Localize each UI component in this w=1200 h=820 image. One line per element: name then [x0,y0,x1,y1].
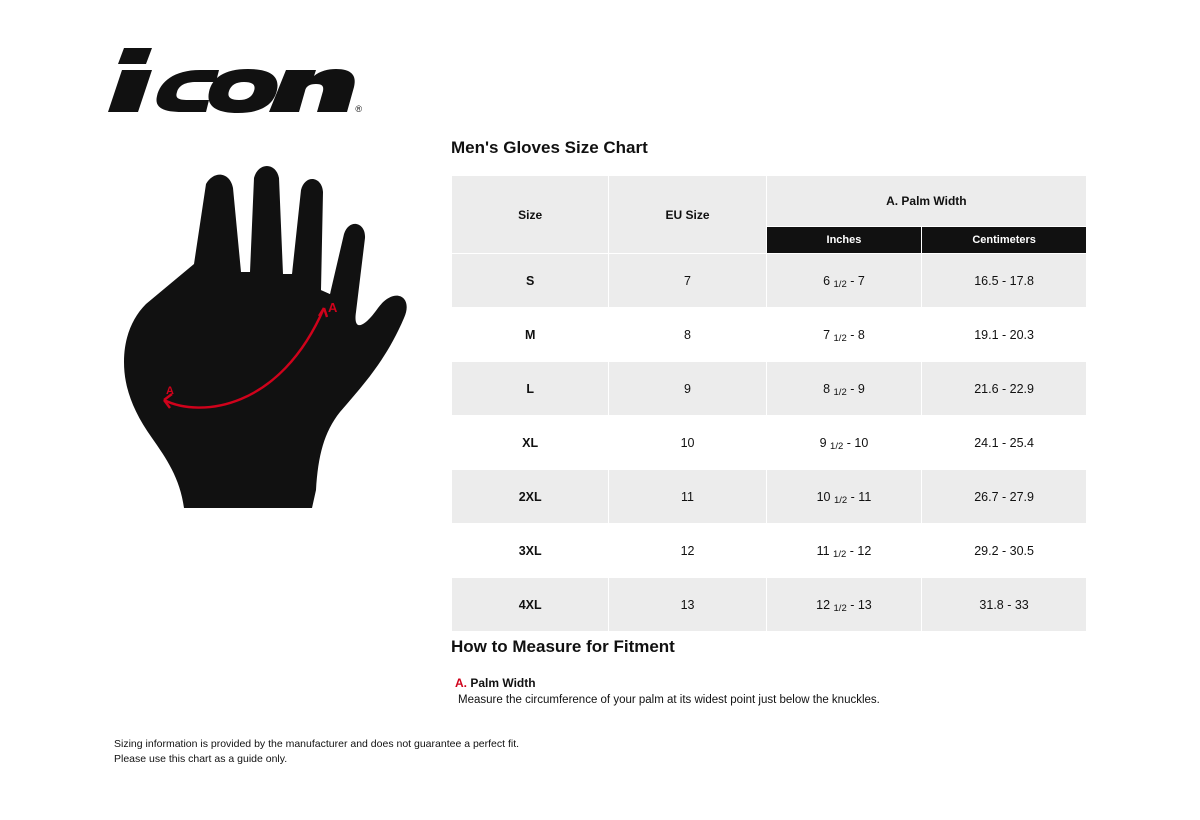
table-row [452,524,1087,578]
cell-centimeters: 16.5 - 17.8 [922,254,1087,308]
col-header-inches: Inches [766,227,922,254]
table-row [452,416,1087,470]
cell-size: M [452,308,609,362]
cell-inches: 7 1/2 - 8 [766,308,922,362]
size-chart-table [451,175,1087,632]
cell-centimeters: 29.2 - 30.5 [922,524,1087,578]
cell-size: L [452,362,609,416]
cell-centimeters: 19.1 - 20.3 [922,308,1087,362]
table-body [452,254,1087,632]
table-row [452,578,1087,632]
col-header-centimeters: Centimeters [922,227,1087,254]
table-row [452,470,1087,524]
how-to-measure-item-heading [455,676,536,690]
page-title: Men's Gloves Size Chart [451,138,648,157]
measure-item-mark: A. [455,676,467,690]
disclaimer [114,737,519,767]
cell-inches: 12 1/2 - 13 [766,578,922,632]
cell-size: 3XL [452,524,609,578]
disclaimer-line-2: Please use this chart as a guide only. [114,753,288,765]
cell-inches: 9 1/2 - 10 [766,416,922,470]
table-row [452,308,1087,362]
cell-inches: 6 1/2 - 7 [766,254,922,308]
cell-centimeters: 31.8 - 33 [922,578,1087,632]
table-header-row-1 [452,176,1087,227]
cell-size: 4XL [452,578,609,632]
cell-eu-size: 12 [609,524,766,578]
col-header-size: Size [452,176,609,254]
how-to-measure-item-body: Measure the circumference of your palm at its widest point just below the knuckles. [458,694,880,706]
how-to-measure-title: How to Measure for Fitment [451,637,675,656]
table-head [452,176,1087,254]
cell-size: XL [452,416,609,470]
cell-eu-size: 9 [609,362,766,416]
icon-wordmark-icon [108,44,358,116]
cell-inches: 8 1/2 - 9 [766,362,922,416]
hand-silhouette-icon [110,160,430,520]
brand-logo [108,44,362,116]
measure-label-a-bottom: A [166,385,174,397]
measure-label-a-top: A [328,300,338,315]
registered-mark: ® [355,104,362,114]
cell-eu-size: 13 [609,578,766,632]
cell-eu-size: 11 [609,470,766,524]
col-header-palm-width: A. Palm Width [766,176,1086,227]
cell-centimeters: 24.1 - 25.4 [922,416,1087,470]
table-row [452,362,1087,416]
cell-centimeters: 21.6 - 22.9 [922,362,1087,416]
cell-inches: 10 1/2 - 11 [766,470,922,524]
cell-inches: 11 1/2 - 12 [766,524,922,578]
cell-eu-size: 10 [609,416,766,470]
cell-eu-size: 8 [609,308,766,362]
col-header-eu-size: EU Size [609,176,766,254]
cell-centimeters: 26.7 - 27.9 [922,470,1087,524]
table-row [452,254,1087,308]
measure-item-label: Palm Width [470,676,536,690]
cell-size: S [452,254,609,308]
cell-size: 2XL [452,470,609,524]
disclaimer-line-1: Sizing information is provided by the manufacturer and does not guarantee a perfect fit. [114,738,520,750]
hand-illustration [110,160,430,520]
cell-eu-size: 7 [609,254,766,308]
